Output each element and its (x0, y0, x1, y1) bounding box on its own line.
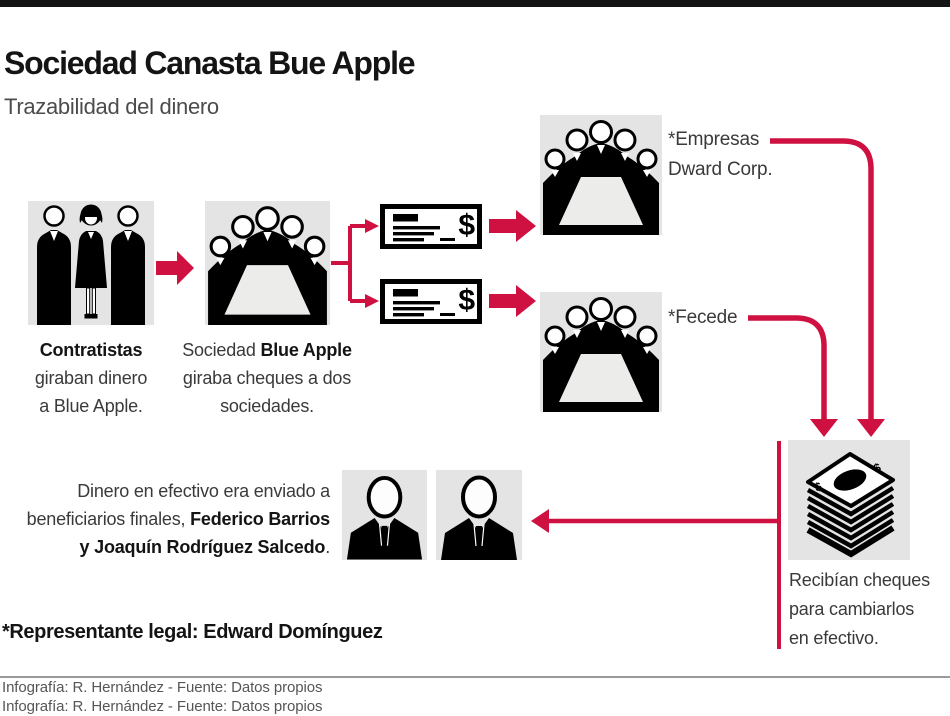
caption-suffix: . (325, 537, 330, 557)
blue-apple-caption (172, 336, 362, 420)
contratistas-panel (28, 201, 154, 325)
label-line: Dward Corp. (668, 159, 773, 180)
caption-bold: Federico Barrios (190, 509, 330, 529)
caption-bold: Contratistas (39, 340, 143, 360)
beneficiary-portrait-1 (342, 470, 427, 560)
check-bottom (380, 279, 482, 324)
caption-bold: y Joaquín Rodríguez Salcedo (79, 537, 326, 557)
caption-pre: beneficiarios finales, (26, 509, 191, 529)
caption-line: Dinero en efectivo era enviado a (77, 481, 330, 501)
dollar-sign: $ (458, 209, 474, 242)
boardroom-icon (205, 201, 330, 325)
cash-panel (788, 440, 910, 560)
caption-line: a Blue Apple. (39, 396, 143, 416)
page-subtitle: Trazabilidad del dinero (4, 94, 219, 119)
arrowhead-down-icon (857, 419, 885, 437)
credit-block (2, 679, 522, 715)
connector-fecede-to-cash (748, 318, 824, 420)
cash-caption (789, 566, 944, 653)
empresas-dward-label (668, 125, 772, 185)
beneficiaries-caption (10, 477, 330, 561)
boardroom-icon (540, 292, 662, 412)
top-accent-bar (0, 0, 950, 7)
boardroom-icon (540, 115, 662, 235)
arrowhead-left-icon (531, 509, 549, 533)
blue-apple-panel (205, 201, 330, 325)
contratistas-caption (10, 336, 172, 420)
beneficiary-portrait-2 (436, 470, 522, 560)
arrowhead-right-icon (365, 294, 379, 308)
arrow-right-icon (489, 210, 536, 242)
label-line: *Empresas (668, 129, 760, 150)
fecede-label (668, 303, 737, 333)
credit-line: Infografía: R. Hernández - Fuente: Datos propios (2, 679, 323, 696)
caption-line: giraban dinero (34, 368, 148, 388)
branch-connector (331, 226, 366, 301)
arrow-right-icon (489, 285, 536, 317)
suit-portrait-icon (436, 470, 522, 560)
fecede-panel (540, 292, 662, 412)
legal-note: *Representante legal: Edward Domínguez (2, 621, 383, 643)
label-line: *Fecede (668, 307, 738, 328)
caption-line: Recibían cheques (789, 570, 930, 590)
suit-portrait-icon (342, 470, 427, 560)
connector-dward-to-cash (770, 141, 871, 420)
dollar-sign: $ (458, 284, 474, 317)
arrow-right-icon (156, 251, 194, 285)
check-top (380, 204, 482, 249)
caption-bold: Blue Apple (260, 340, 352, 360)
three-people-icon (28, 201, 154, 325)
footer-divider (0, 676, 950, 678)
caption-line: en efectivo. (789, 628, 879, 648)
page-title: Sociedad Canasta Bue Apple (4, 45, 415, 82)
empresas-dward-panel (540, 115, 662, 235)
arrowhead-down-icon (810, 419, 838, 437)
caption-pre: Sociedad (182, 340, 261, 360)
credit-line-cutoff: Infografía: R. Hernández - Fuente: Datos propios (2, 698, 323, 715)
caption-line: para cambiarlos (789, 599, 915, 619)
cash-stack-icon (788, 440, 910, 560)
caption-line: sociedades. (220, 396, 314, 416)
caption-line: giraba cheques a dos (182, 368, 352, 388)
arrowhead-right-icon (365, 219, 379, 233)
